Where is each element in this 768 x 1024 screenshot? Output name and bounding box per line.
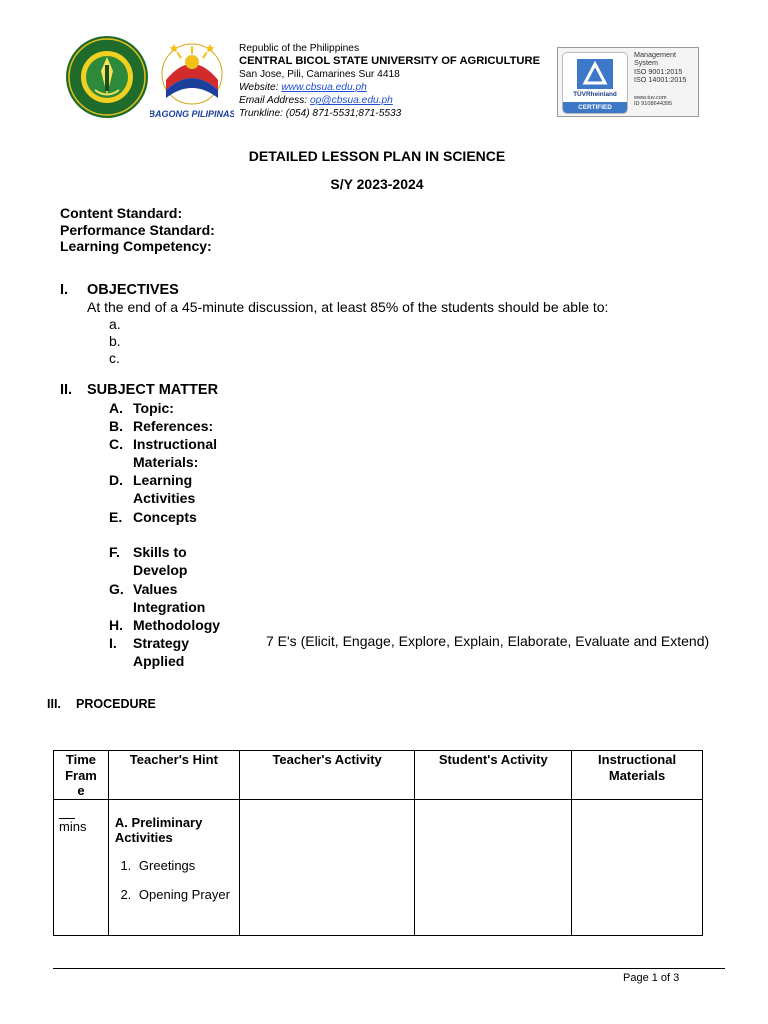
time-cell (54, 799, 109, 936)
university-seal-logo (65, 35, 149, 119)
subject-item-methodology: H. Methodology (109, 617, 221, 633)
col-teachers-activity: Teacher's Activity (239, 751, 415, 800)
subject-item-references: B. References: (109, 418, 214, 434)
tuv-line: System (634, 58, 658, 68)
section-numeral: III. (47, 697, 61, 711)
section-title: PROCEDURE (76, 697, 156, 711)
subject-item-learning-activities: D. Learning Activities (109, 472, 196, 506)
table-row (54, 799, 703, 936)
email-line (239, 94, 540, 107)
subject-item-strategy: I. Strategy Applied (109, 635, 190, 669)
section-numeral: II. (60, 382, 73, 398)
website-line (239, 81, 540, 94)
list-item: 2. Opening Prayer (135, 887, 235, 903)
subject-item-instructional-materials: C. Instructional Materials: (109, 436, 218, 470)
students-activity-cell (415, 799, 572, 936)
learning-competency-label: Learning Competency: (60, 238, 212, 254)
preliminary-activities-list (115, 858, 235, 903)
procedure-heading (47, 697, 156, 711)
school-year: S/Y 2023-2024 (330, 176, 424, 192)
website-link[interactable]: www.cbsua.edu.ph (281, 82, 367, 93)
university-name: CENTRAL BICOL STATE UNIVERSITY OF AGRICULTURE (239, 55, 541, 67)
republic-line: Republic of the Philippines (239, 43, 360, 54)
footer-divider (53, 968, 725, 969)
bagong-pilipinas-text: BAGONG PILIPINAS (150, 109, 234, 119)
content-standard-label: Content Standard: (60, 205, 183, 221)
email-label: Email Address: (239, 95, 310, 106)
procedure-table (53, 750, 703, 936)
objective-item: a. (109, 316, 121, 332)
strategy-value: 7 E's (Elicit, Engage, Explore, Explain, Elaborate, Evaluate and Extend) (266, 633, 710, 649)
objectives-list (109, 316, 121, 367)
subject-item-values: G. Values Integration (109, 581, 206, 615)
tuv-url: www.tuv.com (634, 94, 667, 101)
performance-standard-label: Performance Standard: (60, 221, 215, 238)
bagong-pilipinas-logo (150, 36, 234, 120)
list-item: 1. Greetings (135, 858, 235, 874)
website-label: Website: (239, 82, 282, 93)
letterhead (239, 42, 540, 120)
hint-cell (108, 799, 239, 936)
tuv-triangle-icon (563, 53, 627, 93)
tuv-id: ID 9108644395 (634, 101, 673, 108)
objectives-heading (60, 282, 179, 298)
teachers-activity-cell (239, 799, 415, 936)
tuv-certified-label: CERTIFIED (563, 102, 627, 113)
page-number: Page 1 of 3 (623, 972, 680, 984)
table-header-row (54, 751, 703, 800)
materials-cell (572, 799, 703, 936)
preliminary-activities-title: A. Preliminary Activities (114, 814, 203, 845)
tuv-line: Management (634, 50, 676, 59)
subject-item-topic: A. Topic: (109, 400, 174, 416)
trunkline: Trunkline: (054) 871-5531;871-5533 (239, 108, 402, 119)
tuv-brand: TÜVRheinland (573, 91, 617, 98)
section-title: OBJECTIVES (87, 282, 179, 298)
col-time-frame: Time Fram e (54, 751, 109, 800)
col-students-activity: Student's Activity (415, 751, 572, 800)
tuv-details (634, 51, 686, 107)
document-title: DETAILED LESSON PLAN IN SCIENCE (248, 148, 506, 164)
time-unit: mins (59, 818, 87, 834)
email-link[interactable]: op@cbsua.edu.ph (309, 95, 393, 106)
subject-item-skills: F. Skills to Develop (109, 544, 188, 578)
address-line: San Jose, Pili, Camarines Sur 4418 (239, 69, 400, 80)
section-title: SUBJECT MATTER (87, 382, 219, 398)
col-instructional-materials: Instructional Materials (572, 751, 703, 800)
tuv-line: ISO 9001:2015 (634, 66, 683, 76)
tuv-badge (562, 52, 628, 114)
tuv-certification-block (557, 47, 699, 117)
subject-item-concepts: E. Concepts (109, 509, 197, 525)
objective-item: b. (109, 333, 121, 349)
objective-item: c. (109, 350, 120, 366)
col-teachers-hint: Teacher's Hint (108, 751, 239, 800)
standards-block (60, 205, 215, 255)
tuv-line: ISO 14001:2015 (634, 75, 687, 85)
section-numeral: I. (60, 282, 69, 298)
subject-matter-heading (60, 382, 218, 398)
objectives-intro: At the end of a 45-minute discussion, at least 85% of the students should be able to: (87, 299, 609, 315)
